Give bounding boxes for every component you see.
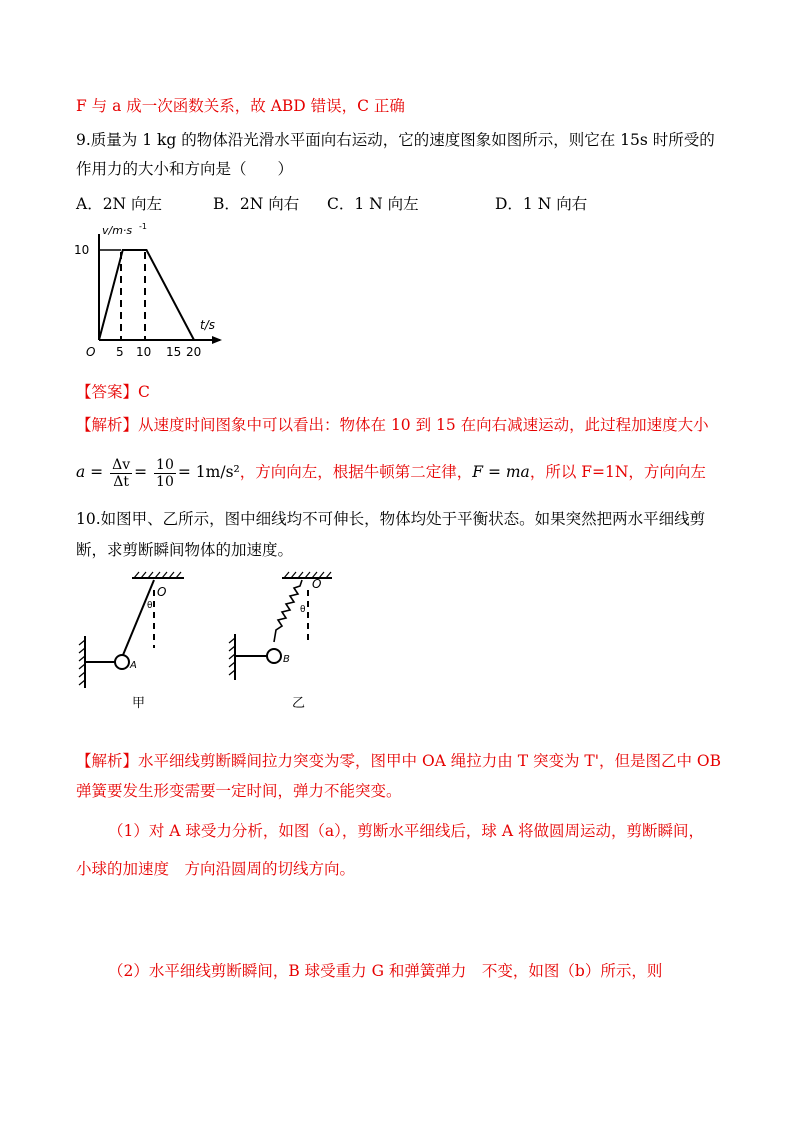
analysis-direction: ，方向向左，根据牛顿第二定律，: [239, 463, 473, 481]
ball-b: [267, 649, 281, 663]
q10-stem-line1: 10.如图甲、乙所示，图中细线均不可伸长，物体均处于平衡状态。如果突然把两水平细线剪: [76, 510, 706, 528]
angle-theta-label: θ: [147, 601, 153, 611]
ball-a-label: A: [130, 660, 137, 671]
q9-option-c: C．1 N 向左: [327, 195, 419, 213]
analysis-tag: 【解析】: [76, 752, 139, 770]
q10-part1-line2: 小球的加速度 方向沿圆周的切线方向。: [76, 860, 356, 878]
t-axis-label: t/s: [200, 318, 215, 332]
q9-stem-line1: 9.质量为 1 kg 的物体沿光滑水平面向右运动，它的速度图象如图所示，则它在 15s 时所受的: [76, 131, 715, 149]
formula-result: = 1m/s²: [177, 463, 240, 481]
x-tick-10: 10: [136, 345, 152, 359]
q9-stem-line2: 作用力的大小和方向是（ ）: [76, 160, 294, 178]
ball-b-label: B: [283, 654, 290, 665]
answer-value: C: [138, 383, 150, 401]
analysis-text: 从速度时间图象中可以看出：物体在 10 到 15 在向右减速运动，此过程加速度大小: [138, 416, 709, 434]
previous-answer-conclusion: F 与 a 成一次函数关系，故 ABD 错误，C 正确: [76, 97, 405, 115]
analysis-tag: 【解析】: [76, 416, 139, 434]
figure-jia-rope-pendulum: [72, 570, 202, 720]
q9-option-d: D．1 N 向右: [495, 195, 588, 213]
q9-analysis-line1: [76, 414, 709, 436]
q10-analysis-line1: [76, 750, 721, 772]
velocity-curve: [99, 250, 194, 340]
formula-lhs: a: [76, 463, 86, 481]
x-tick-5: 5: [116, 345, 124, 359]
newton-second-law: F = ma: [472, 463, 530, 481]
velocity-time-graph: [72, 222, 242, 362]
analysis-result: ，所以 F=1N，方向向左: [529, 463, 706, 481]
fraction1-denominator: Δt: [113, 473, 129, 490]
spring-ob: [274, 580, 302, 642]
fraction2-numerator: 10: [156, 456, 174, 473]
fraction2-denominator: 10: [156, 473, 174, 490]
q10-analysis-line2: 弹簧要发生形变需要一定时间，弹力不能突变。: [76, 782, 402, 800]
v-axis-label-exponent: -1: [139, 222, 147, 231]
q9-analysis-formula-line: [76, 452, 706, 492]
caption-yi: 乙: [292, 696, 306, 711]
q9-option-b: B．2N 向右: [213, 195, 300, 213]
answer-tag: 【答案】: [76, 383, 139, 401]
t-axis-arrow: [212, 336, 222, 344]
angle-theta-label: θ: [300, 605, 306, 615]
point-o-label: O: [312, 577, 322, 591]
q9-answer: [76, 381, 150, 403]
ball-a: [115, 655, 129, 669]
acceleration-formula: a = $\frac{\Delta v}{\Delta t}$ = $\frac{10}{10}$ = 1m/s²: [76, 456, 240, 490]
q10-stem-line2: 断，求剪断瞬间物体的加速度。: [76, 541, 294, 559]
x-tick-15: 15: [166, 345, 182, 359]
fraction1-numerator: Δv: [112, 456, 131, 473]
caption-jia: 甲: [132, 696, 146, 711]
fraction-dv-dt: [110, 457, 132, 490]
analysis-text: 水平细线剪断瞬间拉力突变为零，图甲中 OA 绳拉力由 T 突变为 T'，但是图乙中 OB: [138, 752, 722, 770]
origin-label: O: [86, 345, 96, 359]
q9-option-a: A．2N 向左: [76, 195, 163, 213]
q10-part1-line1: （1）对 A 球受力分析，如图（a），剪断水平细线后，球 A 将做圆周运动，剪断瞬间，: [108, 822, 704, 840]
v-axis-label: v/m·s: [102, 224, 133, 237]
fraction-10-10: [154, 457, 176, 490]
figure-yi-spring-pendulum: [222, 570, 342, 720]
x-tick-20: 20: [186, 345, 202, 359]
rope-oa: [123, 580, 154, 655]
q10-part2-line1: （2）水平细线剪断瞬间，B 球受重力 G 和弹簧弹力 不变，如图（b）所示，则: [108, 962, 663, 980]
point-o-label: O: [157, 585, 167, 599]
y-tick-10: 10: [74, 243, 90, 257]
